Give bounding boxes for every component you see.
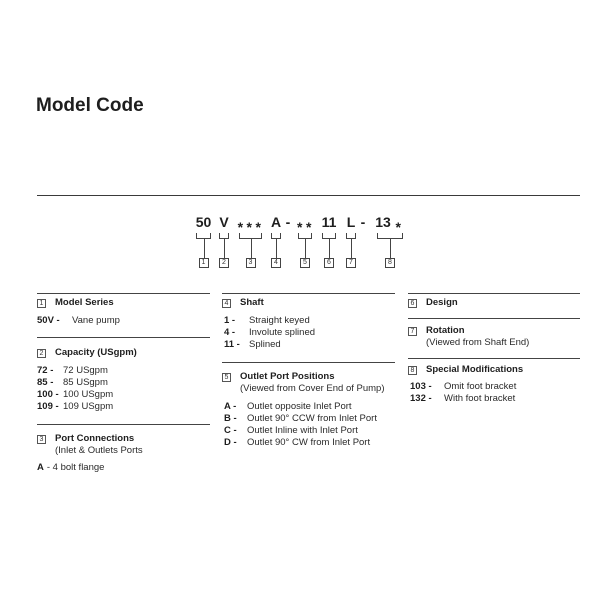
- list-item: [37, 401, 210, 413]
- option-description: Outlet 90° CW from Inlet Port: [247, 437, 371, 448]
- position-number-box: 2: [219, 258, 229, 268]
- position-number-box: 5: [300, 258, 310, 268]
- option-code: B -: [224, 413, 237, 424]
- list-item: [37, 377, 210, 389]
- legend-column: [222, 293, 395, 449]
- list-item: [224, 339, 395, 351]
- option-description: Outlet Inline with Inlet Port: [247, 425, 358, 436]
- list-item: [410, 381, 580, 393]
- code-separator: -: [285, 214, 291, 230]
- option-code: 4 -: [224, 327, 236, 338]
- section-title: Model Series: [55, 297, 114, 308]
- section-heading: [37, 297, 210, 309]
- code-segment: 13: [375, 214, 391, 230]
- section-number-box: 1: [37, 299, 46, 308]
- legend-column: [37, 293, 210, 474]
- code-segment: L: [346, 214, 356, 230]
- code-segment: ***: [237, 219, 265, 235]
- section-title: Rotation: [426, 325, 465, 336]
- option-description: Outlet opposite Inlet Port: [247, 401, 352, 412]
- section-number-box: 6: [408, 299, 417, 308]
- code-bracket-group: [346, 233, 356, 269]
- section-number-box: 4: [222, 299, 231, 308]
- code-bracket-stem: [251, 239, 252, 258]
- section-heading: [222, 297, 395, 309]
- section-title: Port Connections: [55, 433, 135, 444]
- divider: [37, 195, 580, 196]
- page-title: Model Code: [36, 95, 144, 116]
- code-bracket-stem: [390, 239, 391, 258]
- section-heading: [408, 297, 580, 309]
- option-list: [408, 381, 580, 405]
- section-heading: [222, 371, 395, 383]
- position-number-box: 1: [199, 258, 209, 268]
- section-number-box: 8: [408, 366, 417, 375]
- code-bracket-stem: [204, 239, 205, 258]
- legend-section-outlet-port-positions: [222, 362, 395, 449]
- option-code: 85 -: [37, 377, 54, 388]
- legend-column: [408, 293, 580, 405]
- option-description: 109 USgpm: [63, 401, 114, 412]
- legend-section-model-series: [37, 293, 210, 337]
- legend-section-shaft: [222, 293, 395, 362]
- code-segment: *: [395, 219, 405, 235]
- option-description: Omit foot bracket: [444, 381, 517, 392]
- legend-section-capacity: [37, 337, 210, 424]
- section-heading: [408, 364, 580, 376]
- code-bracket-group: [219, 233, 229, 269]
- legend-section-design: [408, 293, 580, 318]
- position-number-box: 6: [324, 258, 334, 268]
- position-number-box: 3: [246, 258, 256, 268]
- section-title: Special Modifications: [426, 364, 524, 375]
- section-number-box: 7: [408, 327, 417, 336]
- legend-section-special-modifications: [408, 358, 580, 405]
- code-bracket-stem: [276, 239, 277, 258]
- option-code: A -: [224, 401, 237, 412]
- list-item: [410, 393, 580, 405]
- option-description: With foot bracket: [444, 393, 516, 404]
- code-bracket-stem: [329, 239, 330, 258]
- legend-section-rotation: [408, 318, 580, 358]
- option-list: [37, 315, 210, 327]
- option-description: 100 USgpm: [63, 389, 114, 400]
- code-segment: 50: [195, 214, 212, 230]
- option-list: [37, 365, 210, 413]
- option-description: 72 USgpm: [63, 365, 108, 376]
- section-subtitle: (Viewed from Shaft End): [426, 337, 530, 348]
- list-item: [224, 425, 395, 437]
- code-bracket-group: [271, 233, 281, 269]
- option-code: C -: [224, 425, 237, 436]
- code-segment: **: [297, 219, 315, 235]
- list-item: [224, 327, 395, 339]
- code-bracket-group: [377, 233, 403, 269]
- position-number-box: 4: [271, 258, 281, 268]
- list-item: [37, 315, 210, 327]
- code-bracket-group: [298, 233, 312, 269]
- position-number-box: 7: [346, 258, 356, 268]
- list-item: [37, 462, 210, 474]
- list-item: [224, 315, 395, 327]
- code-segment: V: [219, 214, 229, 230]
- code-bracket-group: [322, 233, 336, 269]
- option-code: A: [37, 462, 44, 473]
- option-code: 11 -: [224, 339, 240, 350]
- option-code: 50V -: [37, 315, 60, 326]
- list-item: [224, 437, 395, 449]
- list-item: [37, 389, 210, 401]
- section-title: Shaft: [240, 297, 264, 308]
- section-heading: [37, 347, 210, 359]
- option-description: Straight keyed: [249, 315, 310, 326]
- section-number-box: 3: [37, 435, 46, 444]
- option-description: 85 USgpm: [63, 377, 108, 388]
- list-item: [224, 401, 395, 413]
- option-description: Splined: [249, 339, 281, 350]
- list-item: [37, 365, 210, 377]
- option-code: 1 -: [224, 315, 236, 326]
- section-title: Capacity (USgpm): [55, 347, 137, 358]
- option-description: Involute splined: [249, 327, 316, 338]
- code-bracket-stem: [305, 239, 306, 258]
- code-bracket-group: [196, 233, 211, 269]
- position-number-box: 8: [385, 258, 395, 268]
- section-heading: [37, 433, 210, 445]
- option-code: D -: [224, 437, 237, 448]
- section-title: Outlet Port Positions: [240, 371, 335, 382]
- option-list: [222, 401, 395, 449]
- option-list: [222, 315, 395, 351]
- option-code: 100 -: [37, 389, 59, 400]
- option-description: Outlet 90° CCW from Inlet Port: [247, 413, 377, 424]
- section-title: Design: [426, 297, 458, 308]
- list-item: [224, 413, 395, 425]
- option-description: - 4 bolt flange: [46, 462, 105, 473]
- section-subtitle: (Viewed from Cover End of Pump): [240, 383, 385, 394]
- option-list: [37, 462, 210, 474]
- option-description: Vane pump: [72, 315, 120, 326]
- section-heading: [408, 325, 580, 337]
- code-bracket-stem: [224, 239, 225, 258]
- code-bracket-stem: [351, 239, 352, 258]
- option-code: 132 -: [410, 393, 432, 404]
- legend-section-port-connections: [37, 424, 210, 474]
- option-code: 72 -: [37, 365, 54, 376]
- section-number-box: 2: [37, 349, 46, 358]
- option-code: 109 -: [37, 401, 59, 412]
- code-segment: 11: [321, 214, 337, 230]
- code-segment: A: [270, 214, 282, 230]
- section-number-box: 5: [222, 373, 231, 382]
- code-bracket-group: [239, 233, 262, 269]
- option-code: 103 -: [410, 381, 432, 392]
- code-separator: -: [360, 214, 366, 230]
- section-subtitle: (Inlet & Outlets Ports: [55, 445, 143, 456]
